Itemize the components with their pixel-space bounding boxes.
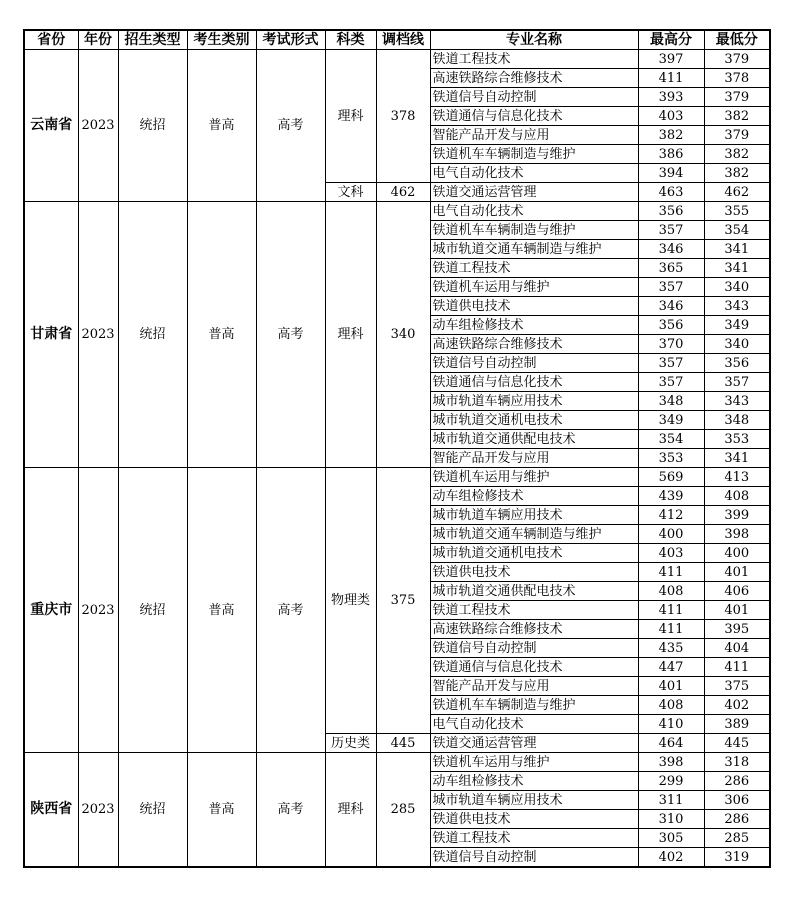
admission-score-table bbox=[23, 29, 771, 868]
student-category-cell: 普高 bbox=[187, 202, 256, 468]
min-score-cell: 357 bbox=[704, 373, 770, 392]
min-score-cell: 402 bbox=[704, 696, 770, 715]
enroll-type-cell: 统招 bbox=[118, 50, 187, 202]
min-score-cell: 340 bbox=[704, 278, 770, 297]
min-score-cell: 400 bbox=[704, 544, 770, 563]
major-name-cell: 铁道机车运用与维护 bbox=[430, 278, 638, 297]
max-score-cell: 386 bbox=[638, 145, 704, 164]
min-score-cell: 389 bbox=[704, 715, 770, 734]
cutoff-line-cell: 462 bbox=[376, 183, 430, 202]
max-score-cell: 435 bbox=[638, 639, 704, 658]
min-score-cell: 462 bbox=[704, 183, 770, 202]
max-score-cell: 311 bbox=[638, 791, 704, 810]
student-category-cell: 普高 bbox=[187, 468, 256, 753]
cutoff-line-cell: 445 bbox=[376, 734, 430, 753]
max-score-cell: 408 bbox=[638, 696, 704, 715]
major-name-cell: 铁道信号自动控制 bbox=[430, 88, 638, 107]
max-score-cell: 349 bbox=[638, 411, 704, 430]
cutoff-line-cell: 285 bbox=[376, 753, 430, 868]
major-name-cell: 铁道供电技术 bbox=[430, 810, 638, 829]
enroll-type-cell: 统招 bbox=[118, 753, 187, 868]
min-score-cell: 375 bbox=[704, 677, 770, 696]
major-name-cell: 城市轨道交通机电技术 bbox=[430, 411, 638, 430]
header-min-score: 最低分 bbox=[704, 30, 770, 50]
max-score-cell: 354 bbox=[638, 430, 704, 449]
max-score-cell: 348 bbox=[638, 392, 704, 411]
min-score-cell: 341 bbox=[704, 240, 770, 259]
table-row bbox=[24, 202, 770, 221]
min-score-cell: 341 bbox=[704, 449, 770, 468]
header-row bbox=[24, 30, 770, 50]
min-score-cell: 286 bbox=[704, 772, 770, 791]
major-name-cell: 城市轨道交通车辆制造与维护 bbox=[430, 240, 638, 259]
min-score-cell: 353 bbox=[704, 430, 770, 449]
major-name-cell: 智能产品开发与应用 bbox=[430, 126, 638, 145]
max-score-cell: 346 bbox=[638, 297, 704, 316]
max-score-cell: 310 bbox=[638, 810, 704, 829]
min-score-cell: 382 bbox=[704, 164, 770, 183]
min-score-cell: 348 bbox=[704, 411, 770, 430]
header-year: 年份 bbox=[78, 30, 118, 50]
max-score-cell: 403 bbox=[638, 107, 704, 126]
header-major-name: 专业名称 bbox=[430, 30, 638, 50]
major-name-cell: 铁道工程技术 bbox=[430, 50, 638, 69]
major-name-cell: 动车组检修技术 bbox=[430, 316, 638, 335]
major-name-cell: 城市轨道交通供配电技术 bbox=[430, 582, 638, 601]
major-name-cell: 铁道工程技术 bbox=[430, 259, 638, 278]
subject-cell: 理科 bbox=[325, 202, 376, 468]
major-name-cell: 铁道工程技术 bbox=[430, 829, 638, 848]
year-cell: 2023 bbox=[78, 202, 118, 468]
major-name-cell: 铁道交通运营管理 bbox=[430, 183, 638, 202]
min-score-cell: 356 bbox=[704, 354, 770, 373]
max-score-cell: 408 bbox=[638, 582, 704, 601]
major-name-cell: 铁道交通运营管理 bbox=[430, 734, 638, 753]
min-score-cell: 398 bbox=[704, 525, 770, 544]
student-category-cell: 普高 bbox=[187, 50, 256, 202]
min-score-cell: 354 bbox=[704, 221, 770, 240]
min-score-cell: 285 bbox=[704, 829, 770, 848]
year-cell: 2023 bbox=[78, 468, 118, 753]
max-score-cell: 411 bbox=[638, 601, 704, 620]
year-cell: 2023 bbox=[78, 50, 118, 202]
max-score-cell: 464 bbox=[638, 734, 704, 753]
major-name-cell: 铁道工程技术 bbox=[430, 601, 638, 620]
major-name-cell: 动车组检修技术 bbox=[430, 772, 638, 791]
min-score-cell: 395 bbox=[704, 620, 770, 639]
table-row bbox=[24, 468, 770, 487]
max-score-cell: 370 bbox=[638, 335, 704, 354]
subject-cell: 理科 bbox=[325, 753, 376, 868]
major-name-cell: 铁道机车车辆制造与维护 bbox=[430, 696, 638, 715]
subject-cell: 历史类 bbox=[325, 734, 376, 753]
min-score-cell: 404 bbox=[704, 639, 770, 658]
major-name-cell: 铁道机车车辆制造与维护 bbox=[430, 221, 638, 240]
min-score-cell: 379 bbox=[704, 126, 770, 145]
major-name-cell: 城市轨道交通机电技术 bbox=[430, 544, 638, 563]
max-score-cell: 346 bbox=[638, 240, 704, 259]
table-row bbox=[24, 753, 770, 772]
province-cell: 甘肃省 bbox=[24, 202, 78, 468]
max-score-cell: 400 bbox=[638, 525, 704, 544]
subject-cell: 文科 bbox=[325, 183, 376, 202]
min-score-cell: 379 bbox=[704, 50, 770, 69]
cutoff-line-cell: 378 bbox=[376, 50, 430, 183]
cutoff-line-cell: 375 bbox=[376, 468, 430, 734]
major-name-cell: 电气自动化技术 bbox=[430, 202, 638, 221]
max-score-cell: 357 bbox=[638, 221, 704, 240]
max-score-cell: 403 bbox=[638, 544, 704, 563]
max-score-cell: 447 bbox=[638, 658, 704, 677]
major-name-cell: 铁道信号自动控制 bbox=[430, 354, 638, 373]
min-score-cell: 401 bbox=[704, 563, 770, 582]
major-name-cell: 城市轨道交通车辆制造与维护 bbox=[430, 525, 638, 544]
max-score-cell: 299 bbox=[638, 772, 704, 791]
max-score-cell: 411 bbox=[638, 563, 704, 582]
subject-cell: 理科 bbox=[325, 50, 376, 183]
min-score-cell: 286 bbox=[704, 810, 770, 829]
header-subject: 科类 bbox=[325, 30, 376, 50]
max-score-cell: 411 bbox=[638, 69, 704, 88]
major-name-cell: 铁道机车运用与维护 bbox=[430, 753, 638, 772]
max-score-cell: 365 bbox=[638, 259, 704, 278]
major-name-cell: 铁道供电技术 bbox=[430, 563, 638, 582]
min-score-cell: 306 bbox=[704, 791, 770, 810]
max-score-cell: 356 bbox=[638, 316, 704, 335]
header-exam-form: 考试形式 bbox=[256, 30, 325, 50]
min-score-cell: 399 bbox=[704, 506, 770, 525]
enroll-type-cell: 统招 bbox=[118, 468, 187, 753]
header-cutoff-line: 调档线 bbox=[376, 30, 430, 50]
max-score-cell: 463 bbox=[638, 183, 704, 202]
major-name-cell: 铁道通信与信息化技术 bbox=[430, 658, 638, 677]
min-score-cell: 406 bbox=[704, 582, 770, 601]
max-score-cell: 569 bbox=[638, 468, 704, 487]
header-student-category: 考生类别 bbox=[187, 30, 256, 50]
major-name-cell: 智能产品开发与应用 bbox=[430, 449, 638, 468]
exam-form-cell: 高考 bbox=[256, 753, 325, 868]
max-score-cell: 398 bbox=[638, 753, 704, 772]
min-score-cell: 349 bbox=[704, 316, 770, 335]
max-score-cell: 402 bbox=[638, 848, 704, 868]
subject-cell: 物理类 bbox=[325, 468, 376, 734]
table-body bbox=[24, 50, 770, 868]
header-province: 省份 bbox=[24, 30, 78, 50]
cutoff-line-cell: 340 bbox=[376, 202, 430, 468]
min-score-cell: 382 bbox=[704, 145, 770, 164]
max-score-cell: 356 bbox=[638, 202, 704, 221]
max-score-cell: 411 bbox=[638, 620, 704, 639]
major-name-cell: 城市轨道车辆应用技术 bbox=[430, 791, 638, 810]
major-name-cell: 铁道信号自动控制 bbox=[430, 848, 638, 868]
exam-form-cell: 高考 bbox=[256, 50, 325, 202]
exam-form-cell: 高考 bbox=[256, 202, 325, 468]
min-score-cell: 343 bbox=[704, 392, 770, 411]
max-score-cell: 382 bbox=[638, 126, 704, 145]
major-name-cell: 电气自动化技术 bbox=[430, 715, 638, 734]
min-score-cell: 382 bbox=[704, 107, 770, 126]
province-cell: 云南省 bbox=[24, 50, 78, 202]
max-score-cell: 394 bbox=[638, 164, 704, 183]
min-score-cell: 340 bbox=[704, 335, 770, 354]
max-score-cell: 357 bbox=[638, 373, 704, 392]
min-score-cell: 319 bbox=[704, 848, 770, 868]
max-score-cell: 410 bbox=[638, 715, 704, 734]
max-score-cell: 305 bbox=[638, 829, 704, 848]
min-score-cell: 318 bbox=[704, 753, 770, 772]
max-score-cell: 357 bbox=[638, 354, 704, 373]
major-name-cell: 高速铁路综合维修技术 bbox=[430, 69, 638, 88]
max-score-cell: 357 bbox=[638, 278, 704, 297]
table-row bbox=[24, 50, 770, 69]
major-name-cell: 电气自动化技术 bbox=[430, 164, 638, 183]
header-enroll-type: 招生类型 bbox=[118, 30, 187, 50]
major-name-cell: 智能产品开发与应用 bbox=[430, 677, 638, 696]
major-name-cell: 铁道信号自动控制 bbox=[430, 639, 638, 658]
year-cell: 2023 bbox=[78, 753, 118, 868]
major-name-cell: 铁道机车运用与维护 bbox=[430, 468, 638, 487]
min-score-cell: 413 bbox=[704, 468, 770, 487]
min-score-cell: 411 bbox=[704, 658, 770, 677]
max-score-cell: 397 bbox=[638, 50, 704, 69]
major-name-cell: 城市轨道车辆应用技术 bbox=[430, 392, 638, 411]
province-cell: 重庆市 bbox=[24, 468, 78, 753]
min-score-cell: 408 bbox=[704, 487, 770, 506]
enroll-type-cell: 统招 bbox=[118, 202, 187, 468]
major-name-cell: 高速铁路综合维修技术 bbox=[430, 620, 638, 639]
header-max-score: 最高分 bbox=[638, 30, 704, 50]
max-score-cell: 353 bbox=[638, 449, 704, 468]
max-score-cell: 412 bbox=[638, 506, 704, 525]
max-score-cell: 401 bbox=[638, 677, 704, 696]
min-score-cell: 343 bbox=[704, 297, 770, 316]
major-name-cell: 城市轨道车辆应用技术 bbox=[430, 506, 638, 525]
exam-form-cell: 高考 bbox=[256, 468, 325, 753]
min-score-cell: 355 bbox=[704, 202, 770, 221]
major-name-cell: 动车组检修技术 bbox=[430, 487, 638, 506]
max-score-cell: 439 bbox=[638, 487, 704, 506]
max-score-cell: 393 bbox=[638, 88, 704, 107]
major-name-cell: 铁道机车车辆制造与维护 bbox=[430, 145, 638, 164]
student-category-cell: 普高 bbox=[187, 753, 256, 868]
major-name-cell: 高速铁路综合维修技术 bbox=[430, 335, 638, 354]
min-score-cell: 379 bbox=[704, 88, 770, 107]
major-name-cell: 城市轨道交通供配电技术 bbox=[430, 430, 638, 449]
min-score-cell: 445 bbox=[704, 734, 770, 753]
province-cell: 陕西省 bbox=[24, 753, 78, 868]
major-name-cell: 铁道供电技术 bbox=[430, 297, 638, 316]
major-name-cell: 铁道通信与信息化技术 bbox=[430, 373, 638, 392]
min-score-cell: 378 bbox=[704, 69, 770, 88]
major-name-cell: 铁道通信与信息化技术 bbox=[430, 107, 638, 126]
min-score-cell: 341 bbox=[704, 259, 770, 278]
min-score-cell: 401 bbox=[704, 601, 770, 620]
